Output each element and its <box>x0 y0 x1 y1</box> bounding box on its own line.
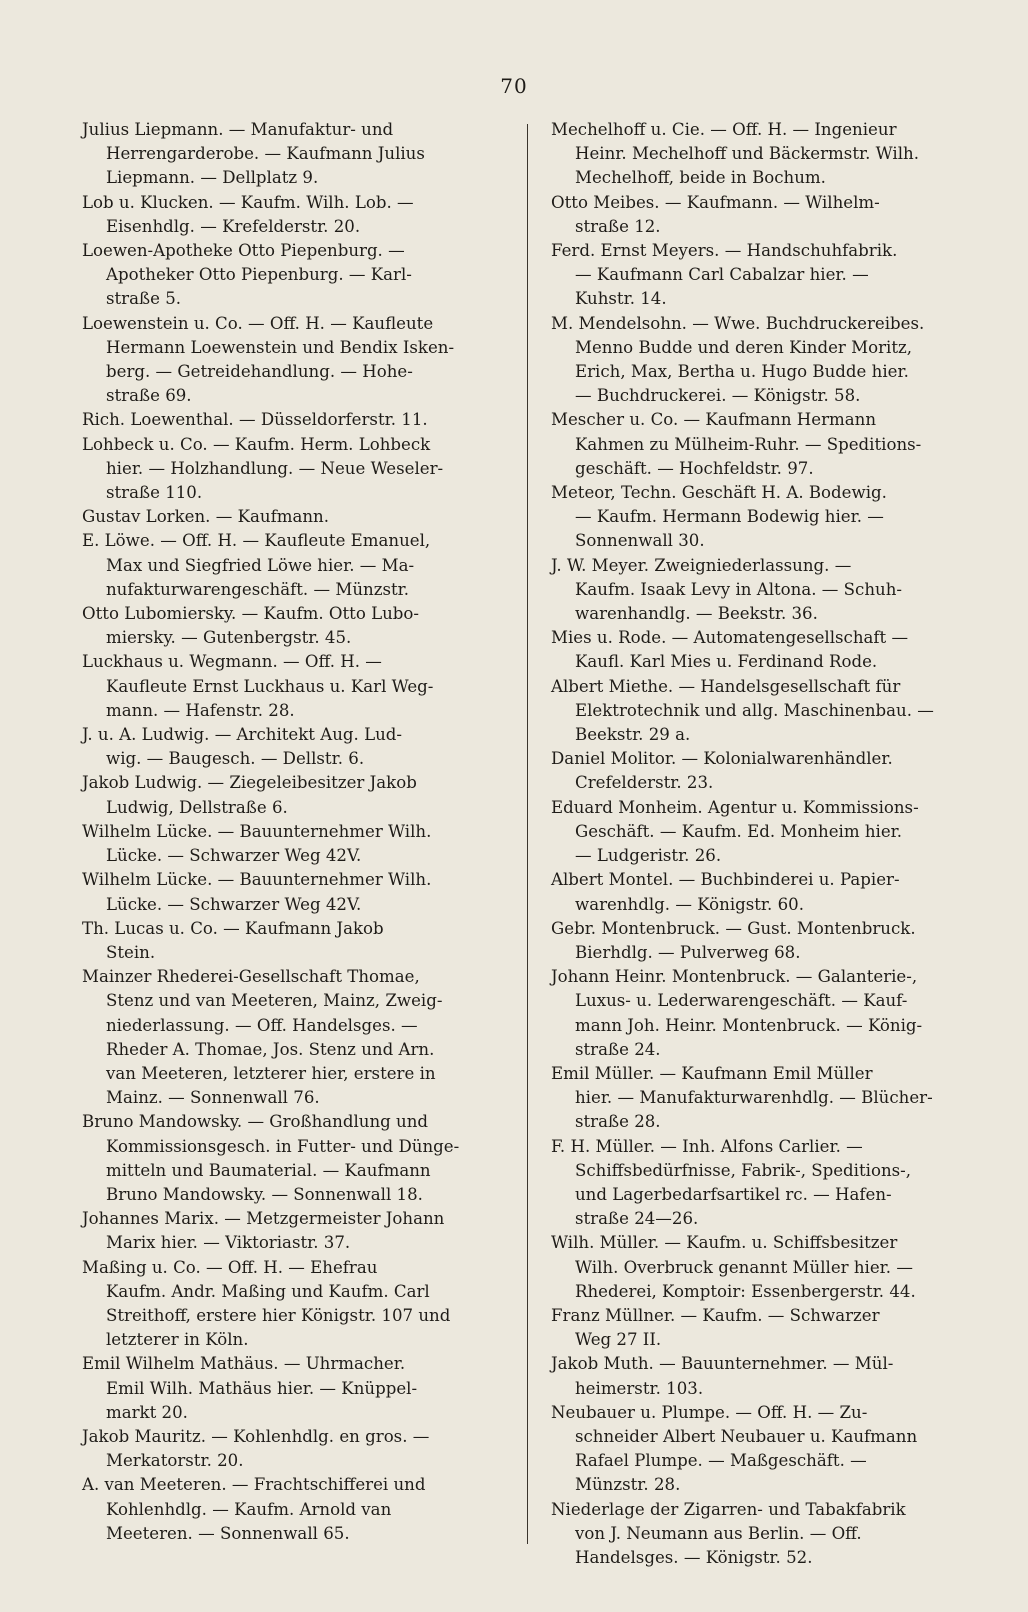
directory-entry: Loewen-Apotheke Otto Piepenburg. — Apotheker Otto Piepenburg. — Karl- straße 5. <box>82 241 412 309</box>
directory-entry: Jakob Ludwig. — Ziegeleibesitzer Jakob Ludwig, Dellstraße 6. <box>82 773 417 817</box>
directory-entry: Johann Heinr. Montenbruck. — Galanterie-, Luxus- u. Lederwarengeschäft. — Kauf- mann Joh. Heinr. Montenbruck. — König- straße 24. <box>551 967 923 1059</box>
directory-entry: Emil Wilhelm Mathäus. — Uhrmacher. Emil Wilh. Mathäus hier. — Knüppel- markt 20. <box>82 1354 418 1422</box>
directory-entry: Otto Lubomiersky. — Kaufm. Otto Lubo- miersky. — Gutenbergstr. 45. <box>82 604 420 648</box>
directory-entry: Julius Liepmann. — Manufaktur- und Herrengarderobe. — Kaufmann Julius Liepmann. — Dellplatz 9. <box>82 120 425 188</box>
directory-entry: F. H. Müller. — Inh. Alfons Carlier. — Schiffsbedürfnisse, Fabrik-, Speditions-, und Lagerbedarfsartikel rc. — Hafen- straße 24—26. <box>551 1136 912 1229</box>
directory-entry: J. W. Meyer. Zweigniederlassung. — Kaufm. Isaak Levy in Altona. — Schuh- warenhandlg. — Beekstr. 36. <box>551 555 902 624</box>
directory-entry: Otto Meibes. — Kaufmann. — Wilhelm- straße 12. <box>551 192 880 236</box>
directory-entry: Ferd. Ernst Meyers. — Handschuhfabrik. — Kaufmann Carl Cabalzar hier. — Kuhstr. 14. <box>551 241 898 309</box>
directory-entry: Rich. Loewenthal. — Düsseldorferstr. 11. <box>82 410 428 430</box>
directory-entry: Eduard Monheim. Agentur u. Kommissions- Geschäft. — Kaufm. Ed. Monheim hier. — Ludgeristr. 26. <box>551 797 919 866</box>
directory-entry: Albert Montel. — Buchbinderei u. Papier- warenhdlg. — Königstr. 60. <box>551 870 900 914</box>
directory-entry: M. Mendelsohn. — Wwe. Buchdruckereibes. Menno Budde und deren Kinder Moritz, Erich, Max, Bertha u. Hugo Budde hier. — Buchdruckerei. — Königstr. 58. <box>551 313 925 406</box>
directory-entry: J. u. A. Ludwig. — Architekt Aug. Lud- wig. — Baugesch. — Dellstr. 6. <box>82 725 403 769</box>
directory-entry: Mescher u. Co. — Kaufmann Hermann Kahmen zu Mülheim-Ruhr. — Speditions- geschäft. — Hochfeldstr. 97. <box>551 410 922 478</box>
directory-entry: Meteor, Techn. Geschäft H. A. Bodewig. — Kaufm. Hermann Bodewig hier. — Sonnenwall 30. <box>551 483 887 551</box>
directory-entry: Neubauer u. Plumpe. — Off. H. — Zu- schneider Albert Neubauer u. Kaufmann Rafael Plumpe. — Maßgeschäft. — Münzstr. 28. <box>551 1402 918 1495</box>
directory-entry: Luckhaus u. Wegmann. — Off. H. — Kaufleute Ernst Luckhaus u. Karl Weg- mann. — Hafenstr. 28. <box>82 652 434 720</box>
directory-entry: Lohbeck u. Co. — Kaufm. Herm. Lohbeck hier. — Holzhandlung. — Neue Weseler- straße 110. <box>82 434 444 503</box>
left-column <box>82 118 522 1546</box>
directory-entry: Bruno Mandowsky. — Großhandlung und Kommissionsgesch. in Futter- und Dünge- mitteln und Baumaterial. — Kaufmann Bruno Mandowsky. — Sonnenwall 18. <box>82 1112 460 1204</box>
directory-entry: A. van Meeteren. — Frachtschifferei und Kohlenhdlg. — Kaufm. Arnold van Meeteren. — Sonnenwall 65. <box>82 1475 426 1543</box>
directory-entry: Mies u. Rode. — Automatengesellschaft — Kaufl. Karl Mies u. Ferdinand Rode. <box>551 628 909 672</box>
directory-entry: Jakob Mauritz. — Kohlenhdlg. en gros. — Merkatorstr. 20. <box>82 1426 430 1471</box>
directory-entry: Maßing u. Co. — Off. H. — Ehefrau Kaufm. Andr. Maßing und Kaufm. Carl Streithoff, erstere hier Königstr. 107 und letzterer in Köln. <box>82 1257 451 1350</box>
directory-entry: Franz Müllner. — Kaufm. — Schwarzer Weg 27 II. <box>551 1305 880 1350</box>
directory-entry: Wilhelm Lücke. — Bauunternehmer Wilh. Lücke. — Schwarzer Weg 42V. <box>82 821 432 866</box>
directory-entry: Wilh. Müller. — Kaufm. u. Schiffsbesitzer Wilh. Overbruck genannt Müller hier. — Rhederei, Komptoir: Essenbergerstr. 44. <box>551 1233 916 1301</box>
directory-entry: Th. Lucas u. Co. — Kaufmann Jakob Stein. <box>82 918 384 962</box>
directory-entry: Emil Müller. — Kaufmann Emil Müller hier. — Manufakturwarenhdlg. — Blücher- straße 28. <box>551 1063 933 1132</box>
directory-entry: Gebr. Montenbruck. — Gust. Montenbruck. Bierhdlg. — Pulverweg 68. <box>551 918 916 962</box>
column-divider <box>527 124 528 1544</box>
directory-entry: Loewenstein u. Co. — Off. H. — Kaufleute Hermann Loewenstein und Bendix Isken- berg. — Getreidehandlung. — Hohe- straße 69. <box>82 313 455 406</box>
directory-entry: Niederlage der Zigarren- und Tabakfabrik von J. Neumann aus Berlin. — Off. Handelsges. — Königstr. 52. <box>551 1499 906 1567</box>
directory-entry: Lob u. Klucken. — Kaufm. Wilh. Lob. — Eisenhdlg. — Krefelderstr. 20. <box>82 192 414 236</box>
directory-entry: E. Löwe. — Off. H. — Kaufleute Emanuel, Max und Siegfried Löwe hier. — Ma- nufakturwarengeschäft. — Münzstr. <box>82 531 431 599</box>
directory-entry: Wilhelm Lücke. — Bauunternehmer Wilh. Lücke. — Schwarzer Weg 42V. <box>82 870 432 914</box>
directory-entry: Mainzer Rhederei-Gesellschaft Thomae, Stenz und van Meeteren, Mainz, Zweig- niederlassung. — Off. Handelsges. — Rheder A. Thomae, Jos. Stenz und Arn. van Meeteren, letzterer hier, erstere in Mainz. — Sonnenwall 76. <box>82 967 443 1108</box>
directory-entry: Johannes Marix. — Metzgermeister Johann Marix hier. — Viktoriastr. 37. <box>82 1209 445 1253</box>
right-column <box>551 118 991 1570</box>
directory-entry: Jakob Muth. — Bauunternehmer. — Mül- heimerstr. 103. <box>551 1354 894 1398</box>
directory-entry: Albert Miethe. — Handelsgesellschaft für Elektrotechnik und allg. Maschinenbau. — Beekstr. 29 a. <box>551 676 934 745</box>
directory-entry: Daniel Molitor. — Kolonialwarenhändler. Crefelderstr. 23. <box>551 749 893 793</box>
directory-entry: Gustav Lorken. — Kaufmann. <box>82 507 329 527</box>
page-number: 70 <box>500 74 528 98</box>
directory-entry: Mechelhoff u. Cie. — Off. H. — Ingenieur Heinr. Mechelhoff und Bäckermstr. Wilh. Mechelhoff, beide in Bochum. <box>551 120 919 188</box>
